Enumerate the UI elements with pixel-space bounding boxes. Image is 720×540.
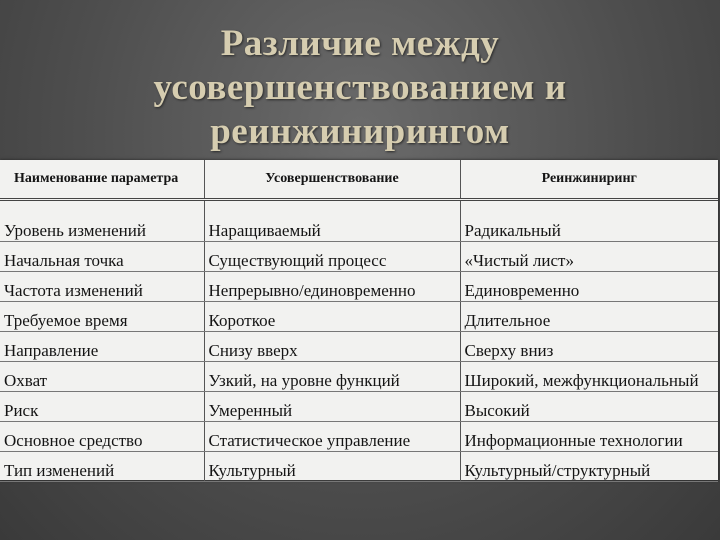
cell-parameter: Уровень изменений (0, 200, 204, 242)
title-line-2: усовершенствованием и (153, 67, 567, 108)
header-improvement: Усовершенствование (204, 160, 460, 200)
cell-reengineering: Радикальный (460, 200, 718, 242)
table-row (0, 302, 718, 332)
cell-parameter: Охват (0, 362, 204, 392)
title-line-1: Различие между (220, 23, 500, 64)
table-row (0, 422, 718, 452)
cell-reengineering: Высокий (460, 392, 718, 422)
cell-improvement: Статистическое управление (204, 422, 460, 452)
cell-parameter: Частота изменений (0, 272, 204, 302)
comparison-table-panel (0, 160, 718, 480)
cell-improvement: Узкий, на уровне функций (204, 362, 460, 392)
cell-parameter: Требуемое время (0, 302, 204, 332)
cell-parameter: Основное средство (0, 422, 204, 452)
table-row (0, 272, 718, 302)
cell-improvement: Непрерывно/единовременно (204, 272, 460, 302)
cell-reengineering: Длительное (460, 302, 718, 332)
table-row (0, 332, 718, 362)
table-row (0, 452, 718, 482)
comparison-table (0, 160, 718, 482)
cell-reengineering: Единовременно (460, 272, 718, 302)
cell-parameter: Начальная точка (0, 242, 204, 272)
cell-reengineering: Широкий, межфункциональный (460, 362, 718, 392)
cell-improvement: Культурный (204, 452, 460, 482)
cell-reengineering: Информационные технологии (460, 422, 718, 452)
slide-title (0, 22, 720, 154)
cell-improvement: Снизу вверх (204, 332, 460, 362)
table-header-row (0, 160, 718, 200)
cell-parameter: Риск (0, 392, 204, 422)
cell-improvement: Наращиваемый (204, 200, 460, 242)
header-reengineering: Реинжиниринг (460, 160, 718, 200)
cell-parameter: Направление (0, 332, 204, 362)
table-row (0, 242, 718, 272)
cell-improvement: Короткое (204, 302, 460, 332)
header-parameter: Наименование параметра (0, 160, 204, 200)
cell-parameter: Тип изменений (0, 452, 204, 482)
cell-reengineering: Сверху вниз (460, 332, 718, 362)
table-row (0, 392, 718, 422)
cell-reengineering: Культурный/структурный (460, 452, 718, 482)
table-row (0, 200, 718, 242)
table-row (0, 362, 718, 392)
cell-reengineering: «Чистый лист» (460, 242, 718, 272)
cell-improvement: Существующий процесс (204, 242, 460, 272)
title-line-3: реинжинирингом (210, 111, 510, 152)
cell-improvement: Умеренный (204, 392, 460, 422)
